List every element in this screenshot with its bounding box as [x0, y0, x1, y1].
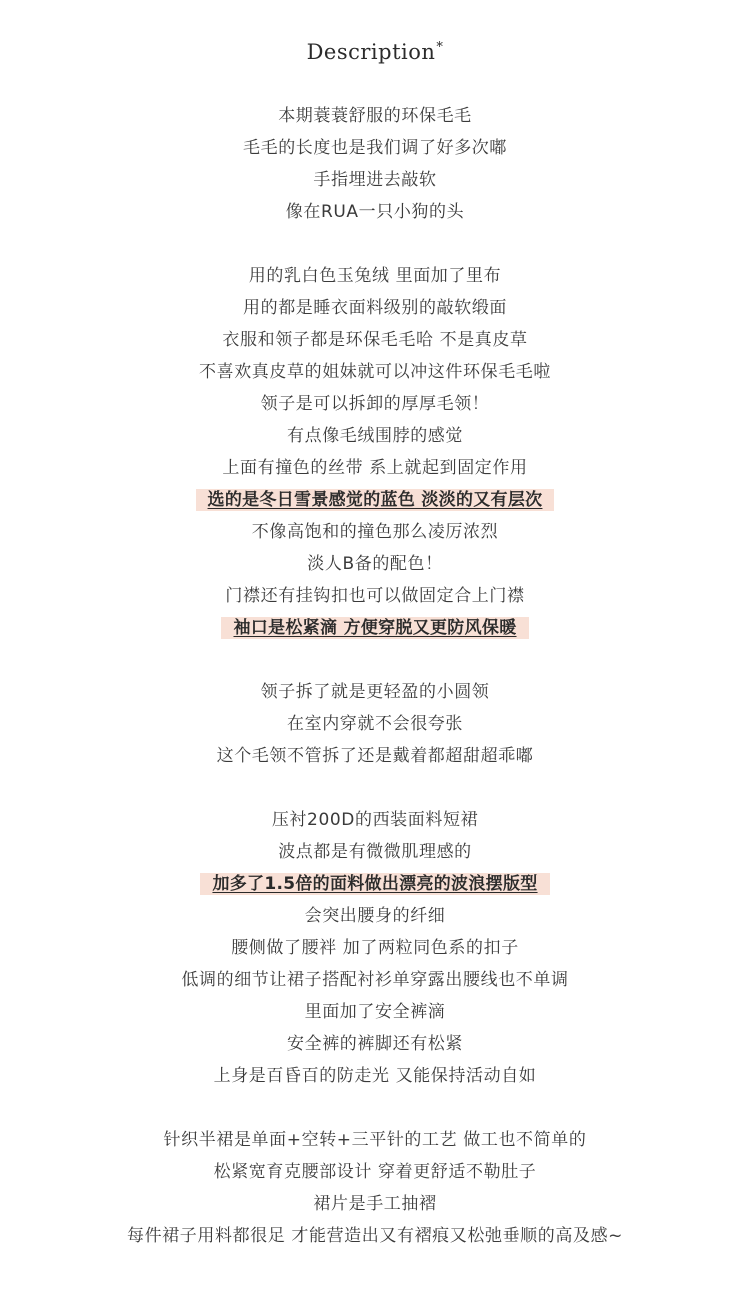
- text-line: [0, 932, 750, 964]
- text-line: [0, 1028, 750, 1060]
- line-text: 本期蓑蓑舒服的环保毛毛: [278, 106, 472, 126]
- highlighted-text: 袖口是松紧滴 方便穿脱又更防风保暖: [221, 617, 528, 639]
- highlighted-text: 加多了1.5倍的面料做出漂亮的波浪摆版型: [200, 873, 549, 895]
- text-line: [0, 132, 750, 164]
- text-line: [0, 196, 750, 228]
- line-text: 里面加了安全裤滴: [304, 1002, 446, 1022]
- section-title-text: Description: [306, 40, 436, 64]
- line-text: 不喜欢真皮草的姐妹就可以冲这件环保毛毛啦: [199, 362, 551, 382]
- text-line: [0, 292, 750, 324]
- text-line: [0, 900, 750, 932]
- line-text: 上身是百昏百的防走光 又能保持活动自如: [213, 1066, 537, 1086]
- line-text: 在室内穿就不会很夸张: [287, 714, 463, 734]
- text-line: [0, 1124, 750, 1156]
- highlighted-line: [0, 484, 750, 516]
- text-line: [0, 804, 750, 836]
- highlighted-line: [0, 612, 750, 644]
- text-line: [0, 164, 750, 196]
- line-text: 手指埋进去敲软: [313, 170, 437, 190]
- title-mark: *: [436, 40, 444, 55]
- line-text: 门襟还有挂钩扣也可以做固定合上门襟: [225, 586, 525, 606]
- text-line: [0, 740, 750, 772]
- text-line: [0, 516, 750, 548]
- line-text: 波点都是有微微肌理感的: [278, 842, 472, 862]
- text-line: [0, 1220, 750, 1252]
- text-line: [0, 356, 750, 388]
- text-line: [0, 548, 750, 580]
- text-line: [0, 676, 750, 708]
- text-line: [0, 452, 750, 484]
- line-text: 衣服和领子都是环保毛毛哈 不是真皮草: [222, 330, 528, 350]
- highlighted-text: 选的是冬日雪景感觉的蓝色 淡淡的又有层次: [196, 489, 555, 511]
- line-text: 领子是可以拆卸的厚厚毛领！: [260, 394, 490, 414]
- line-text: 领子拆了就是更轻盈的小圆领: [260, 682, 490, 702]
- text-line: [0, 708, 750, 740]
- text-line: [0, 1188, 750, 1220]
- text-line: [0, 996, 750, 1028]
- line-text: 这个毛领不管拆了还是戴着都超甜超乖嘟: [216, 746, 534, 766]
- line-text: 低调的细节让裙子搭配衬衫单穿露出腰线也不单调: [181, 970, 569, 990]
- line-text: 裙片是手工抽褶: [313, 1194, 437, 1214]
- line-text: 像在RUA一只小狗的头: [285, 202, 465, 222]
- text-line: [0, 100, 750, 132]
- line-text: 有点像毛绒围脖的感觉: [287, 426, 463, 446]
- section-title: [0, 40, 750, 64]
- description-body: [0, 100, 750, 1252]
- text-line: [0, 836, 750, 868]
- line-text: 用的乳白色玉兔绒 里面加了里布: [248, 266, 502, 286]
- text-line: [0, 964, 750, 996]
- paragraph: [0, 260, 750, 644]
- paragraph: [0, 100, 750, 228]
- line-text: 压衬200D的西装面料短裙: [271, 810, 479, 830]
- line-text: 松紧宽育克腰部设计 穿着更舒适不勒肚子: [213, 1162, 537, 1182]
- line-text: 会突出腰身的纤细: [304, 906, 446, 926]
- line-text: 毛毛的长度也是我们调了好多次嘟: [243, 138, 507, 158]
- highlighted-line: [0, 868, 750, 900]
- text-line: [0, 324, 750, 356]
- paragraph: [0, 804, 750, 1092]
- text-line: [0, 580, 750, 612]
- line-text: 腰侧做了腰袢 加了两粒同色系的扣子: [231, 938, 519, 958]
- text-line: [0, 1156, 750, 1188]
- line-text: 上面有撞色的丝带 系上就起到固定作用: [222, 458, 528, 478]
- text-line: [0, 1060, 750, 1092]
- text-line: [0, 388, 750, 420]
- text-line: [0, 420, 750, 452]
- paragraph: [0, 676, 750, 772]
- line-text: 针织半裙是单面+空转+三平针的工艺 做工也不简单的: [163, 1130, 587, 1150]
- line-text: 每件裙子用料都很足 才能营造出又有褶痕又松弛垂顺的高及感~: [126, 1226, 624, 1246]
- line-text: 不像高饱和的撞色那么凌厉浓烈: [251, 522, 499, 542]
- line-text: 淡人B备的配色！: [307, 554, 443, 574]
- line-text: 安全裤的裤脚还有松紧: [287, 1034, 463, 1054]
- paragraph: [0, 1124, 750, 1252]
- line-text: 用的都是睡衣面料级别的敲软缎面: [243, 298, 507, 318]
- text-line: [0, 260, 750, 292]
